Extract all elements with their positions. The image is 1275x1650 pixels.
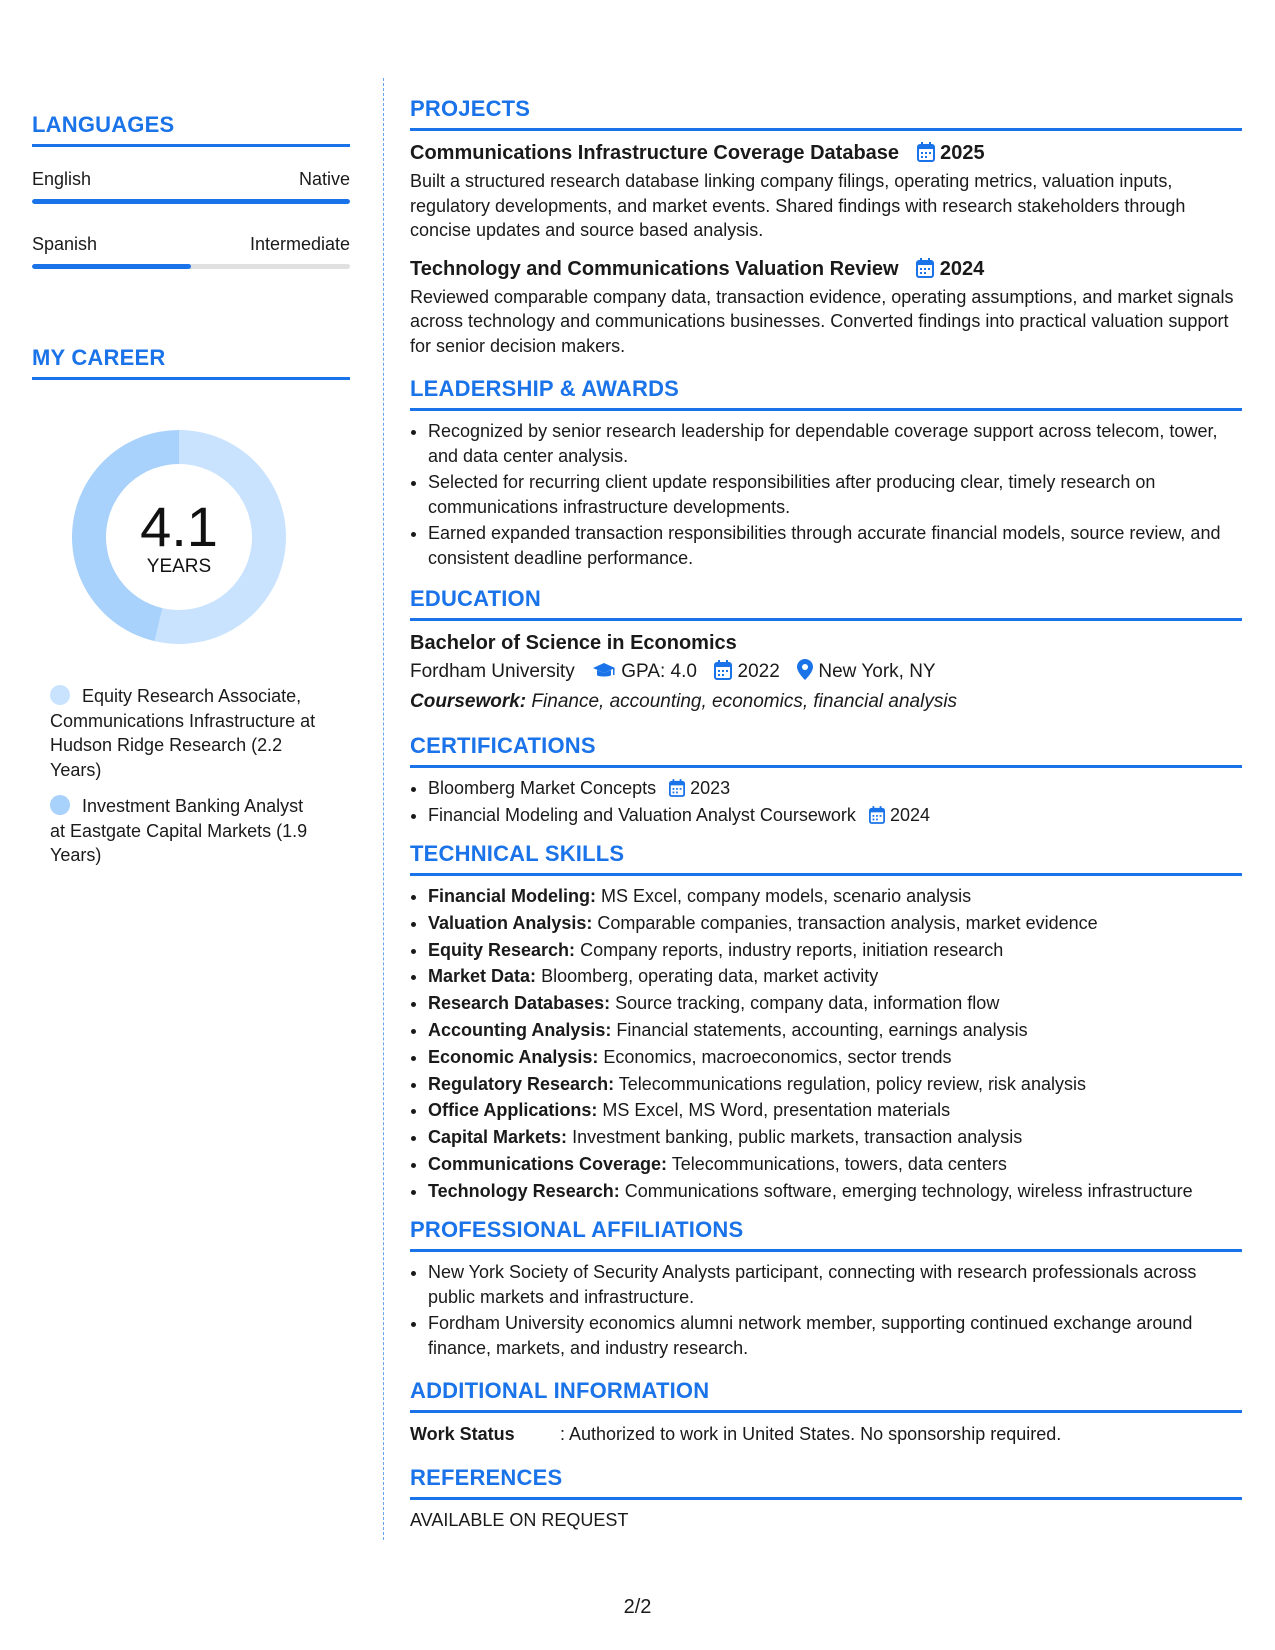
education-details [410,657,1242,687]
additional-info-section [410,1378,1242,1447]
skill-value: Company reports, industry reports, initiation research [580,939,1004,960]
projects-heading: PROJECTS [410,96,1242,131]
skills-list [410,884,1242,1203]
coursework-label: Coursework: [410,691,527,712]
language-name: Spanish [32,234,98,254]
skill-value: Investment banking, public markets, transaction analysis [572,1127,1023,1148]
skill-label: Regulatory Research: [428,1073,615,1094]
skill-value: Bloomberg, operating data, market activity [541,966,879,987]
certification-year: 2023 [690,778,731,798]
skills-section [410,841,1242,1203]
project-name: Communications Infrastructure Coverage Database [410,142,900,164]
leadership-item: • Recognized by senior research leadership for dependable coverage support across telecom, tower, and data center analysis. [428,419,1242,468]
column-divider [383,78,384,1540]
language-name: English [32,169,92,189]
skill-value: Source tracking, company data, information flow [615,993,1000,1014]
affiliation-item: • Fordham University economics alumni network member, supporting continued exchange around finance, markets, and industry research. [428,1311,1242,1360]
skill-item [428,1045,1242,1070]
skill-label: Technology Research: [428,1180,620,1201]
skill-item [428,1098,1242,1123]
project-name: Technology and Communications Valuation Review [410,257,899,280]
skill-item [428,938,1242,963]
skill-value: Economics, macroeconomics, sector trends [603,1046,952,1067]
language-proficiency-bar [32,199,350,204]
certifications-list [410,776,1242,827]
certification-item [428,803,1242,828]
education-heading: EDUCATION [410,586,1242,621]
skill-value: Financial statements, accounting, earnings analysis [616,1019,1028,1040]
calendar-icon [869,805,890,825]
language-item-english [32,169,350,204]
career-years-unit: YEARS [146,556,212,577]
project-year: 2024 [939,257,985,280]
skill-value: Comparable companies, transaction analysis, market evidence [597,912,1098,933]
skill-item [428,1179,1242,1204]
affiliation-item: • New York Society of Security Analysts participant, connecting with research professionals across public markets and infrastructure. [428,1260,1242,1309]
skill-item [428,1125,1242,1150]
skill-value: Telecommunications, towers, data centers [671,1153,1007,1174]
language-item-spanish [32,234,350,269]
coursework-value: Finance, accounting, economics, financial analysis [531,691,958,712]
skill-item [428,884,1242,909]
language-proficiency-fill [32,199,350,204]
coursework [410,687,1242,717]
references-section [410,1465,1242,1533]
skill-value: Telecommunications regulation, policy review, risk analysis [618,1073,1086,1094]
certification-name: Bloomberg Market Concepts [428,778,657,798]
affiliations-list [410,1260,1242,1360]
skill-item [428,911,1242,936]
projects-section [410,96,1242,358]
skill-label: Accounting Analysis: [428,1019,612,1040]
skill-label: Financial Modeling: [428,886,597,906]
location-pin-icon [797,661,818,682]
career-legend-item [50,684,320,782]
calendar-icon [916,258,940,280]
skill-item [428,964,1242,989]
skill-value: MS Excel, MS Word, presentation materials [602,1100,951,1121]
skill-label: Economic Analysis: [428,1046,599,1067]
skill-label: Communications Coverage: [428,1153,668,1174]
gpa: GPA: 4.0 [621,661,697,682]
career-donut-chart [66,424,292,650]
work-status-value: : Authorized to work in United States. No sponsorship required. [560,1424,1062,1445]
certification-name: Financial Modeling and Valuation Analyst Coursework [428,804,856,825]
left-column [32,112,350,880]
language-level: Native [298,169,350,189]
school-name: Fordham University [410,661,575,682]
references-heading: REFERENCES [410,1465,1242,1500]
page-number: 2/2 [623,1596,652,1618]
skills-heading: TECHNICAL SKILLS [410,841,1242,876]
languages-heading: LANGUAGES [32,112,350,147]
graduation-year: 2022 [737,661,780,682]
education-section [410,586,1242,717]
calendar-icon [669,778,690,798]
certification-year: 2024 [889,804,930,825]
leadership-item: • Earned expanded transaction responsibilities through accurate financial models, source review, and consistent deadline performance. [428,521,1242,570]
skill-label: Capital Markets: [428,1127,568,1148]
legend-dot [50,795,70,815]
career-role-label: Equity Research Associate, Communications Infrastructure at Hudson Ridge Research (2.2 Years) [50,686,316,780]
additional-info-heading: ADDITIONAL INFORMATION [410,1378,1242,1413]
language-proficiency-fill [32,264,191,269]
leadership-list [410,419,1242,570]
career-legend-item [50,794,320,868]
affiliations-section [410,1217,1242,1360]
project-description: Reviewed comparable company data, transaction evidence, operating assumptions, and market signals across technology and communications businesses. Converted findings into practical valuation support for senior decision makers. [410,286,1234,356]
skill-label: Office Applications: [428,1100,598,1121]
leadership-item: • Selected for recurring client update responsibilities after producing clear, timely research on communications infrastructure developments. [428,470,1242,519]
calendar-icon [714,661,737,682]
skill-item [428,1018,1242,1043]
work-status-row [410,1421,1242,1447]
project-item [410,255,1242,359]
skill-label: Market Data: [428,966,537,987]
project-item [410,139,1242,243]
career-total-years: 4.1 [140,495,218,558]
language-level: Intermediate [249,234,350,254]
skill-value: MS Excel, company models, scenario analysis [601,886,972,906]
certification-item [428,776,1242,801]
certifications-section [410,733,1242,827]
skill-label: Valuation Analysis: [428,912,593,933]
skill-label: Research Databases: [428,993,611,1014]
legend-dot [50,685,70,705]
skill-value: Communications software, emerging technology, wireless infrastructure [624,1180,1193,1201]
graduation-cap-icon [592,661,621,682]
skill-item [428,991,1242,1016]
work-status-label: Work Status [410,1424,515,1445]
career-legend [50,684,320,868]
project-year: 2025 [940,142,985,164]
degree-name: Bachelor of Science in Economics [410,632,737,654]
skill-item [428,1152,1242,1177]
project-description: Built a structured research database linking company filings, operating metrics, valuation inputs, regulatory developments, and market events. Shared findings with research stakeholders through concise updates and source based analysis. [410,171,1186,240]
skill-item [428,1072,1242,1097]
affiliations-heading: PROFESSIONAL AFFILIATIONS [410,1217,1242,1252]
career-role-label: Investment Banking Analyst at Eastgate Capital Markets (1.9 Years) [50,796,308,865]
references-text: AVAILABLE ON REQUEST [410,1510,629,1531]
skill-label: Equity Research: [428,939,576,960]
career-heading: MY CAREER [32,345,350,380]
leadership-section [410,376,1242,570]
leadership-heading: LEADERSHIP & AWARDS [410,376,1242,411]
calendar-icon [917,142,941,164]
certifications-heading: CERTIFICATIONS [410,733,1242,768]
education-location: New York, NY [818,661,936,682]
right-column [410,96,1242,1533]
language-proficiency-bar [32,264,350,269]
